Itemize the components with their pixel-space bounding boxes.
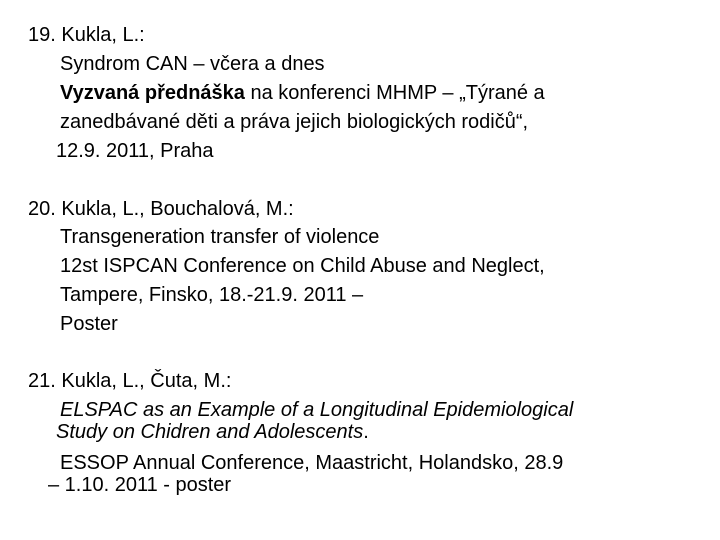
entry-heading: 21. Kukla, L., Čuta, M.: [28,370,232,392]
entry-heading: 19. Kukla, L.: [28,24,145,46]
entry-venue: 12st ISPCAN Conference on Child Abuse and Neglect, [60,255,545,277]
entry-description-text: na konferenci MHMP – „Týrané a [244,82,545,104]
entry-venue-cont: – 1.10. 2011 - poster [48,474,232,496]
entry-description-cont: zanedbávané děti a práva jejich biologických rodičů“, [60,111,529,133]
entry-title-cont [56,421,369,443]
entry-date-place: 12.9. 2011, Praha [56,140,214,162]
entry-title-period: . [363,421,369,443]
entry-title: ELSPAC as an Example of a Longitudinal Epidemiological [60,399,574,421]
entry-venue-cont: Tampere, Finsko, 18.-21.9. 2011 – [60,284,364,306]
entry-title: Transgeneration transfer of violence [60,226,380,248]
entry-venue: ESSOP Annual Conference, Maastricht, Holandsko, 28.9 [60,452,564,474]
entry-title-text: Study on Chidren and Adolescents [56,421,364,443]
entry-description [60,82,545,104]
invited-lecture-label: Vyzvaná přednáška [60,82,245,104]
entry-title: Syndrom CAN – včera a dnes [60,53,325,75]
entry-format: Poster [60,313,118,335]
entry-heading: 20. Kukla, L., Bouchalová, M.: [28,198,294,220]
